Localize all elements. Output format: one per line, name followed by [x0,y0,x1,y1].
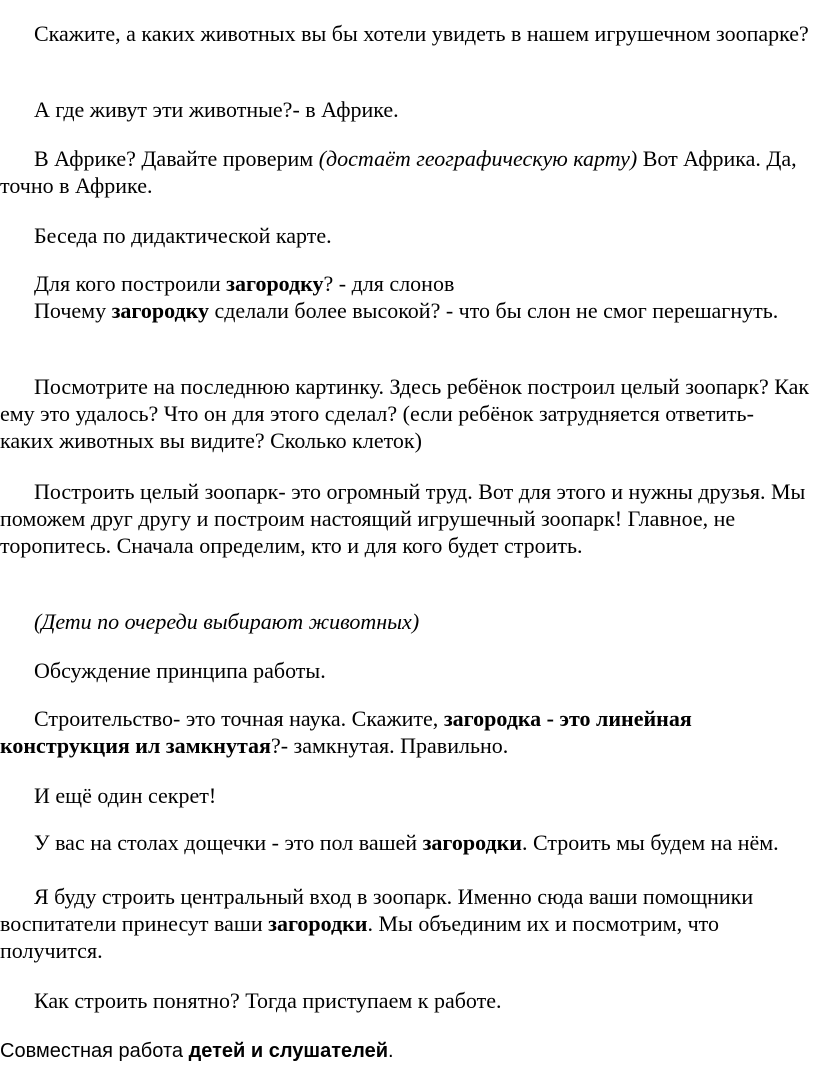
paragraph-text: Беседа по дидактической карте. [34,223,332,248]
paragraph-joint-work [0,1038,812,1065]
bold-term: загородка - это линейная конструкция ил замкнутая [0,706,692,758]
paragraph-text: Построить целый зоопарк- это огромный труд. Вот для этого и нужны друзья. Мы поможем друг другу и построим настоящий игрушечный зоопарк! Главное, не торопитесь. Сначала определим, кто и для кого будет строить. [0,479,806,558]
paragraph-text: Для кого построили [34,271,227,296]
paragraph-fence-for-whom [0,270,812,297]
paragraph-construction-science [0,705,812,759]
paragraph-text: Обсуждение принципа работы. [34,658,326,683]
paragraph-text: Совместная работа [0,1040,189,1062]
paragraph-text: Почему [34,298,112,323]
paragraph-text: В Африке? Давайте проверим [34,146,319,171]
paragraph-text: Строительство- это точная наука. Скажите, [34,706,444,731]
paragraph-question-animals [0,20,812,47]
paragraph-text: Посмотрите на последнюю картинку. Здесь ребёнок построил целый зоопарк? Как ему это удалось? Что он для этого сделал? (если ребёнок затрудняется ответить- каких животных вы видите? Сколько клеток) [0,374,810,453]
paragraph-text: ? - для слонов [323,271,455,296]
paragraph-text: . [388,1040,394,1062]
paragraph-africa-map [0,145,812,199]
paragraph-boards-on-tables [0,829,812,856]
paragraph-one-more-secret [0,782,812,809]
bold-term: загородку [226,271,324,296]
paragraph-start-work [0,987,812,1014]
italic-stage-direction: (достаёт географическую карту) [318,146,638,171]
paragraph-where-animals-live [0,96,812,123]
paragraph-last-picture [0,373,812,454]
paragraph-principle-discussion [0,657,812,684]
paragraph-text: У вас на столах дощечки - это пол вашей [34,830,423,855]
paragraph-central-entrance [0,883,812,964]
paragraph-children-choose [0,608,812,635]
paragraph-text: А где живут эти животные?- в Африке. [34,97,399,122]
paragraph-text: сделали более высокой? - что бы слон не смог перешагнуть. [208,298,779,323]
paragraph-text: ?- замкнутая. Правильно. [270,733,509,758]
paragraph-text: Скажите, а каких животных вы бы хотели увидеть в нашем игрушечном зоопарке? [34,21,809,46]
paragraph-text: Как строить понятно? Тогда приступаем к работе. [34,988,502,1013]
paragraph-fence-height [0,297,812,324]
paragraph-text: Я буду строить центральный вход в зоопарк. Именно сюда ваши помощники воспитатели принесут ваши [0,884,754,936]
bold-term: загородки [268,911,368,936]
italic-stage-direction: (Дети по очереди выбирают животных) [34,609,420,634]
paragraph-text: . Мы объединим их и посмотрим, что получится. [0,911,719,963]
paragraph-build-zoo [0,478,812,559]
bold-term: загородки [422,830,522,855]
paragraph-text: Вот Африка. Да, точно в Африке. [0,146,797,198]
paragraph-didactic-map-talk [0,222,812,249]
paragraph-text: . Строить мы будем на нём. [521,830,779,855]
bold-term: загородку [111,298,209,323]
paragraph-text: И ещё один секрет! [34,783,217,808]
bold-term: детей и слушателей [188,1040,388,1062]
